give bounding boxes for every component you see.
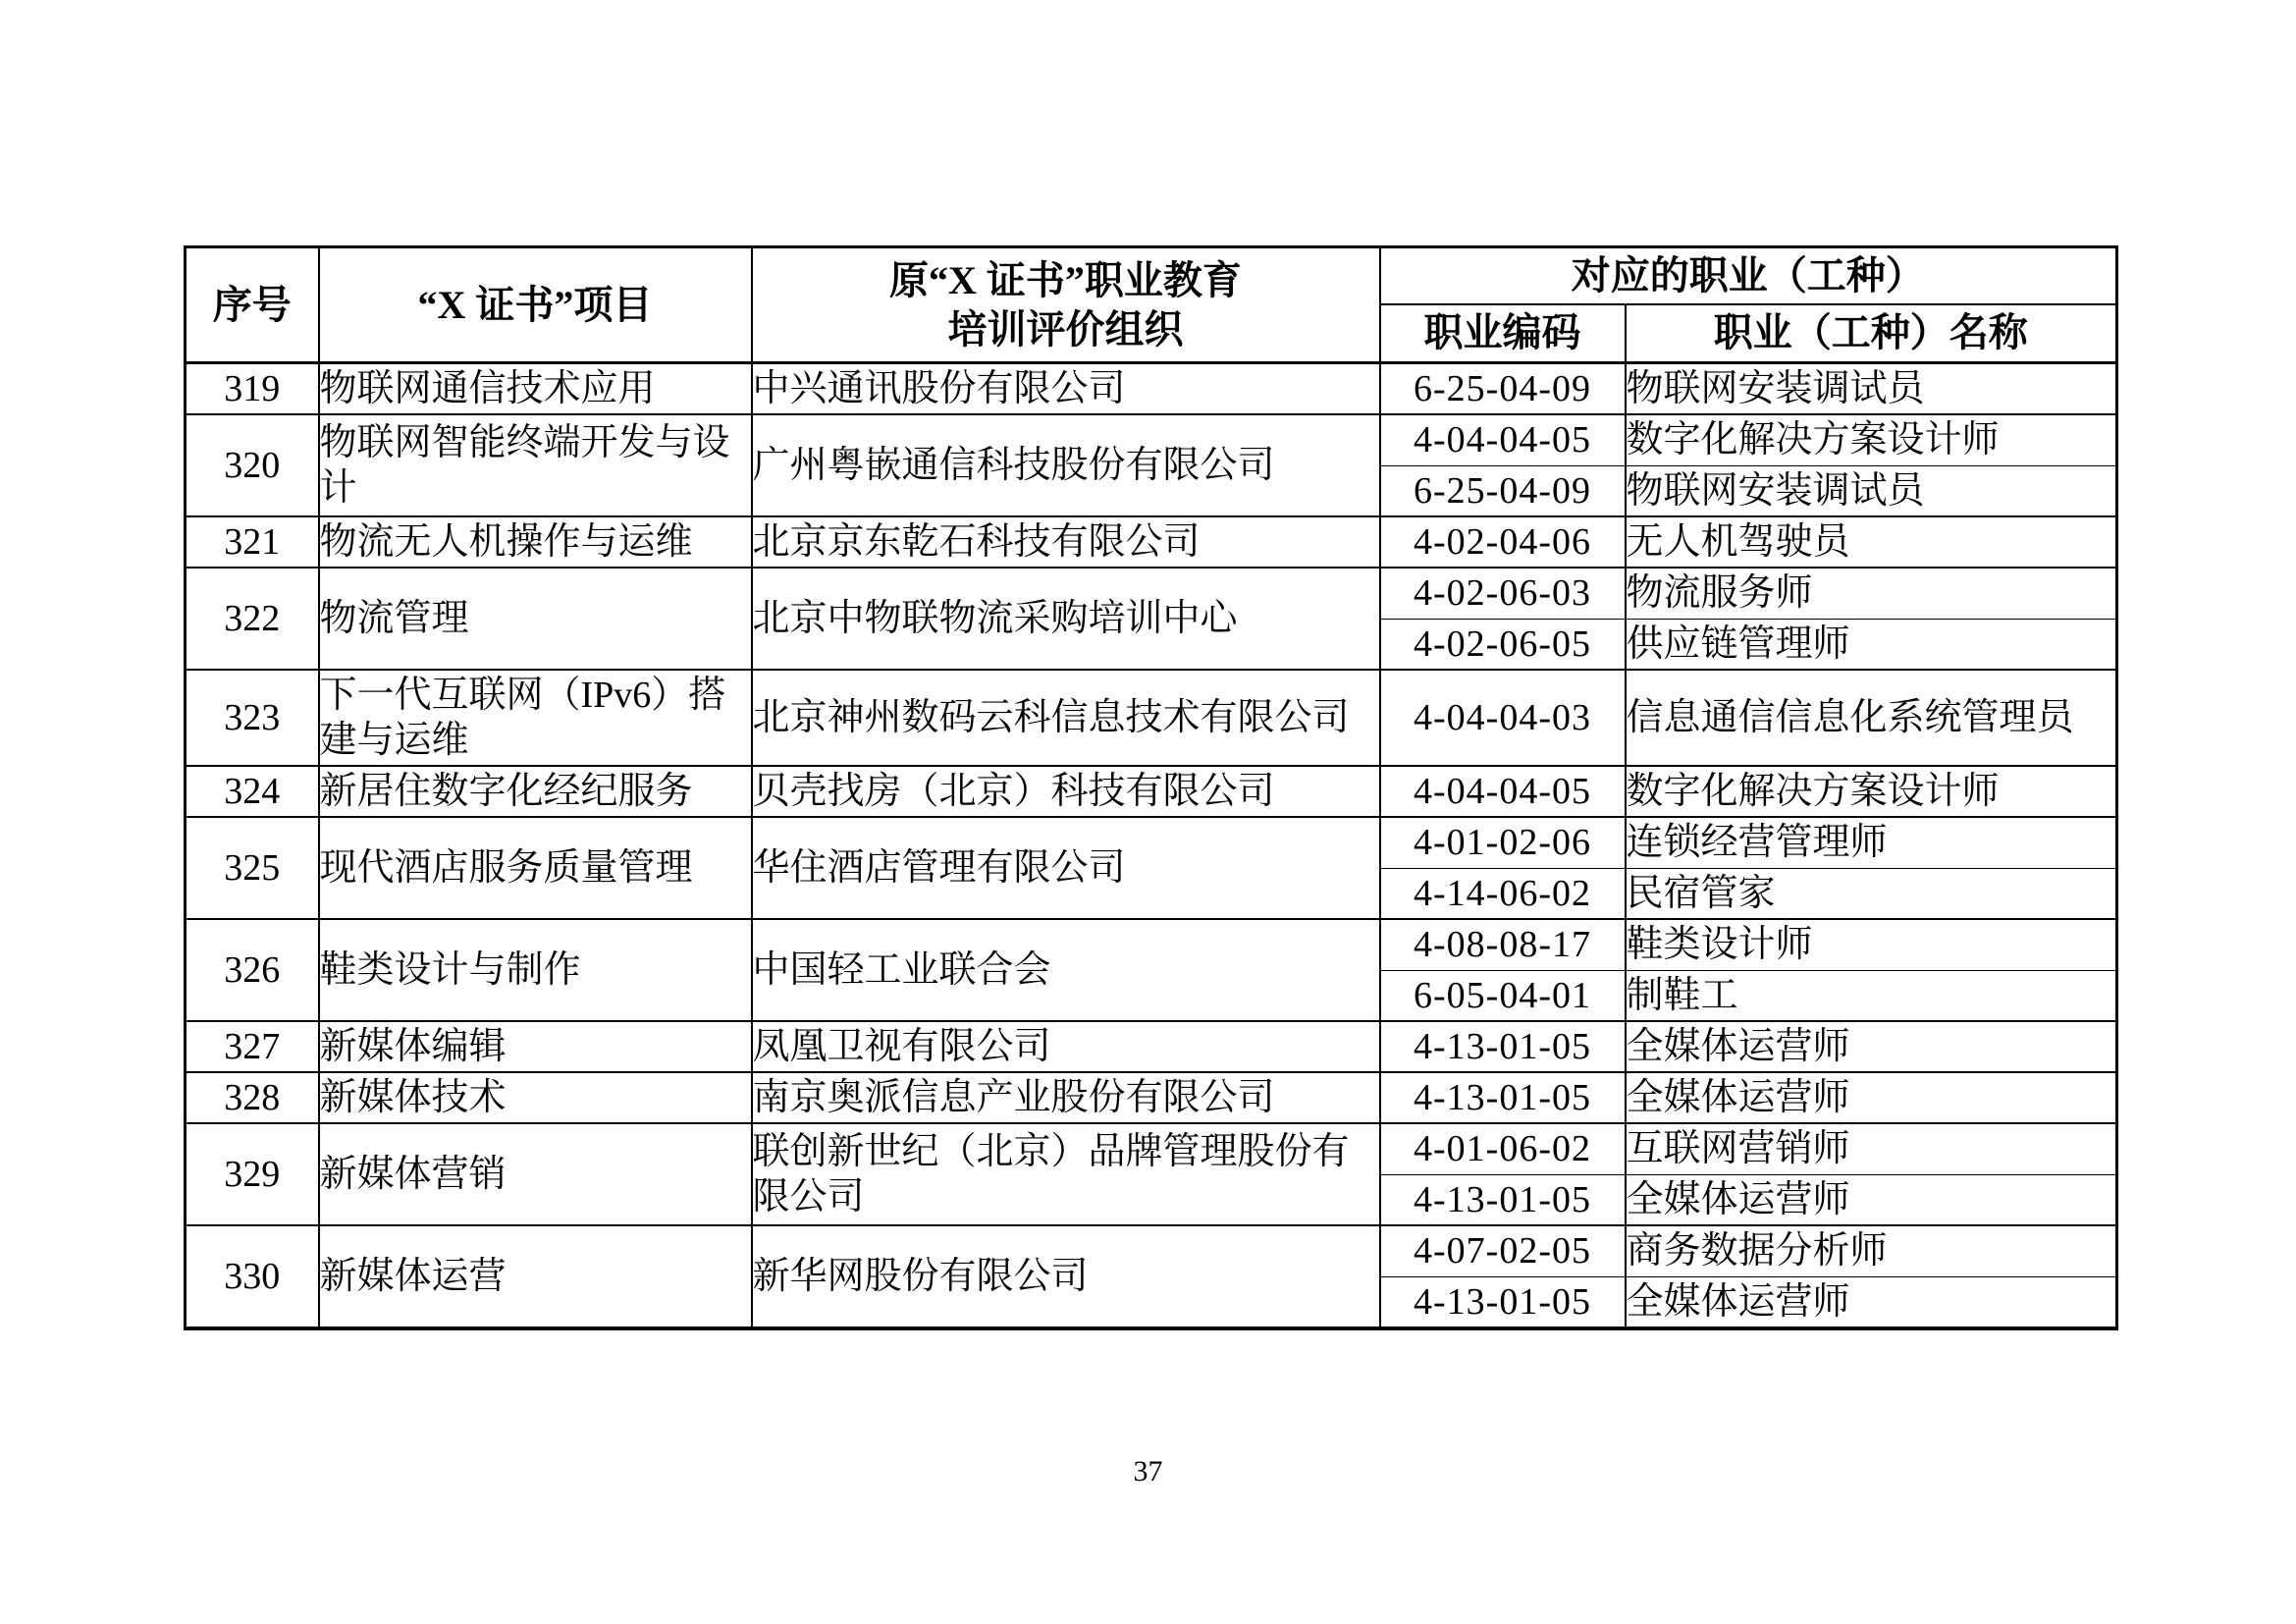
header-serial: 序号: [186, 247, 319, 363]
project-cell: 下一代互联网（IPv6）搭建与运维: [319, 670, 752, 766]
occupation-name-cell: 数字化解决方案设计师: [1626, 414, 2117, 465]
occupation-code-cell: 6-05-04-01: [1380, 970, 1626, 1021]
project-cell: 物联网通信技术应用: [319, 363, 752, 415]
occupation-name-cell: 连锁经营管理师: [1626, 817, 2117, 868]
occupation-code-cell: 4-13-01-05: [1380, 1021, 1626, 1072]
org-cell: 华住酒店管理有限公司: [752, 817, 1380, 919]
occupation-name-cell: 全媒体运营师: [1626, 1174, 2117, 1225]
table-row: [186, 1225, 2117, 1276]
occupation-name-cell: 信息通信信息化系统管理员: [1626, 670, 2117, 766]
table-row: [186, 817, 2117, 868]
table-row: [186, 568, 2117, 619]
table-row: [186, 766, 2117, 817]
header-occupation-name: 职业（工种）名称: [1626, 304, 2117, 363]
header-occupation-group: 对应的职业（工种）: [1380, 247, 2117, 304]
table-row: [186, 363, 2117, 415]
occupation-name-cell: 物联网安装调试员: [1626, 465, 2117, 516]
occupation-code-cell: 4-02-06-05: [1380, 619, 1626, 670]
serial-cell: 319: [186, 363, 319, 415]
serial-cell: 327: [186, 1021, 319, 1072]
occupation-code-cell: 4-04-04-03: [1380, 670, 1626, 766]
project-cell: 物联网智能终端开发与设计: [319, 414, 752, 516]
occupation-name-cell: 全媒体运营师: [1626, 1021, 2117, 1072]
org-cell: 中兴通讯股份有限公司: [752, 363, 1380, 415]
project-cell: 新媒体运营: [319, 1225, 752, 1328]
occupation-code-cell: 4-02-04-06: [1380, 516, 1626, 568]
org-cell: 中国轻工业联合会: [752, 919, 1380, 1021]
org-cell: 联创新世纪（北京）品牌管理股份有限公司: [752, 1123, 1380, 1225]
org-cell: 北京神州数码云科信息技术有限公司: [752, 670, 1380, 766]
serial-cell: 329: [186, 1123, 319, 1225]
occupation-name-cell: 数字化解决方案设计师: [1626, 766, 2117, 817]
serial-cell: 320: [186, 414, 319, 516]
occupation-code-cell: 4-01-06-02: [1380, 1123, 1626, 1174]
serial-cell: 323: [186, 670, 319, 766]
occupation-name-cell: 互联网营销师: [1626, 1123, 2117, 1174]
occupation-code-cell: 4-13-01-05: [1380, 1072, 1626, 1123]
occupation-code-cell: 6-25-04-09: [1380, 465, 1626, 516]
occupation-code-cell: 4-14-06-02: [1380, 868, 1626, 919]
occupation-code-cell: 4-13-01-05: [1380, 1276, 1626, 1328]
occupation-name-cell: 物联网安装调试员: [1626, 363, 2117, 415]
table-row: [186, 1072, 2117, 1123]
project-cell: 新居住数字化经纪服务: [319, 766, 752, 817]
project-cell: 鞋类设计与制作: [319, 919, 752, 1021]
org-cell: 北京中物联物流采购培训中心: [752, 568, 1380, 670]
occupation-code-cell: 4-04-04-05: [1380, 766, 1626, 817]
serial-cell: 326: [186, 919, 319, 1021]
serial-cell: 321: [186, 516, 319, 568]
table-row: [186, 919, 2117, 970]
occupation-name-cell: 供应链管理师: [1626, 619, 2117, 670]
occupation-code-cell: 4-13-01-05: [1380, 1174, 1626, 1225]
header-org-line1: 原“X 证书”职业教育: [889, 257, 1242, 302]
org-cell: 贝壳找房（北京）科技有限公司: [752, 766, 1380, 817]
page-number: 37: [1133, 1455, 1163, 1488]
project-cell: 物流管理: [319, 568, 752, 670]
occupation-code-cell: 4-01-02-06: [1380, 817, 1626, 868]
serial-cell: 330: [186, 1225, 319, 1328]
table-row: [186, 1123, 2117, 1174]
table-row: [186, 414, 2117, 465]
occupation-name-cell: 制鞋工: [1626, 970, 2117, 1021]
occupation-name-cell: 商务数据分析师: [1626, 1225, 2117, 1276]
org-cell: 凤凰卫视有限公司: [752, 1021, 1380, 1072]
occupation-name-cell: 全媒体运营师: [1626, 1276, 2117, 1328]
occupation-name-cell: 鞋类设计师: [1626, 919, 2117, 970]
serial-cell: 325: [186, 817, 319, 919]
project-cell: 物流无人机操作与运维: [319, 516, 752, 568]
occupation-code-cell: 4-02-06-03: [1380, 568, 1626, 619]
header-org-line2: 培训评价组织: [947, 306, 1184, 352]
org-cell: 广州粤嵌通信科技股份有限公司: [752, 414, 1380, 516]
header-row-1: [186, 247, 2117, 304]
header-org: [752, 247, 1380, 363]
org-cell: 北京京东乾石科技有限公司: [752, 516, 1380, 568]
occupation-name-cell: 物流服务师: [1626, 568, 2117, 619]
occupation-name-cell: 无人机驾驶员: [1626, 516, 2117, 568]
project-cell: 新媒体营销: [319, 1123, 752, 1225]
table-row: [186, 1021, 2117, 1072]
table-body: [186, 363, 2117, 1328]
occupation-name-cell: 全媒体运营师: [1626, 1072, 2117, 1123]
project-cell: 现代酒店服务质量管理: [319, 817, 752, 919]
table-header: [186, 247, 2117, 363]
table-row: [186, 670, 2117, 766]
serial-cell: 322: [186, 568, 319, 670]
occupation-code-cell: 4-04-04-05: [1380, 414, 1626, 465]
x-certificate-occupation-table: [184, 245, 2118, 1330]
occupation-code-cell: 4-07-02-05: [1380, 1225, 1626, 1276]
org-cell: 南京奥派信息产业股份有限公司: [752, 1072, 1380, 1123]
project-cell: 新媒体编辑: [319, 1021, 752, 1072]
project-cell: 新媒体技术: [319, 1072, 752, 1123]
table-row: [186, 516, 2117, 568]
header-project: “X 证书”项目: [319, 247, 752, 363]
occupation-code-cell: 6-25-04-09: [1380, 363, 1626, 415]
serial-cell: 328: [186, 1072, 319, 1123]
org-cell: 新华网股份有限公司: [752, 1225, 1380, 1328]
header-occupation-code: 职业编码: [1380, 304, 1626, 363]
occupation-code-cell: 4-08-08-17: [1380, 919, 1626, 970]
serial-cell: 324: [186, 766, 319, 817]
occupation-name-cell: 民宿管家: [1626, 868, 2117, 919]
